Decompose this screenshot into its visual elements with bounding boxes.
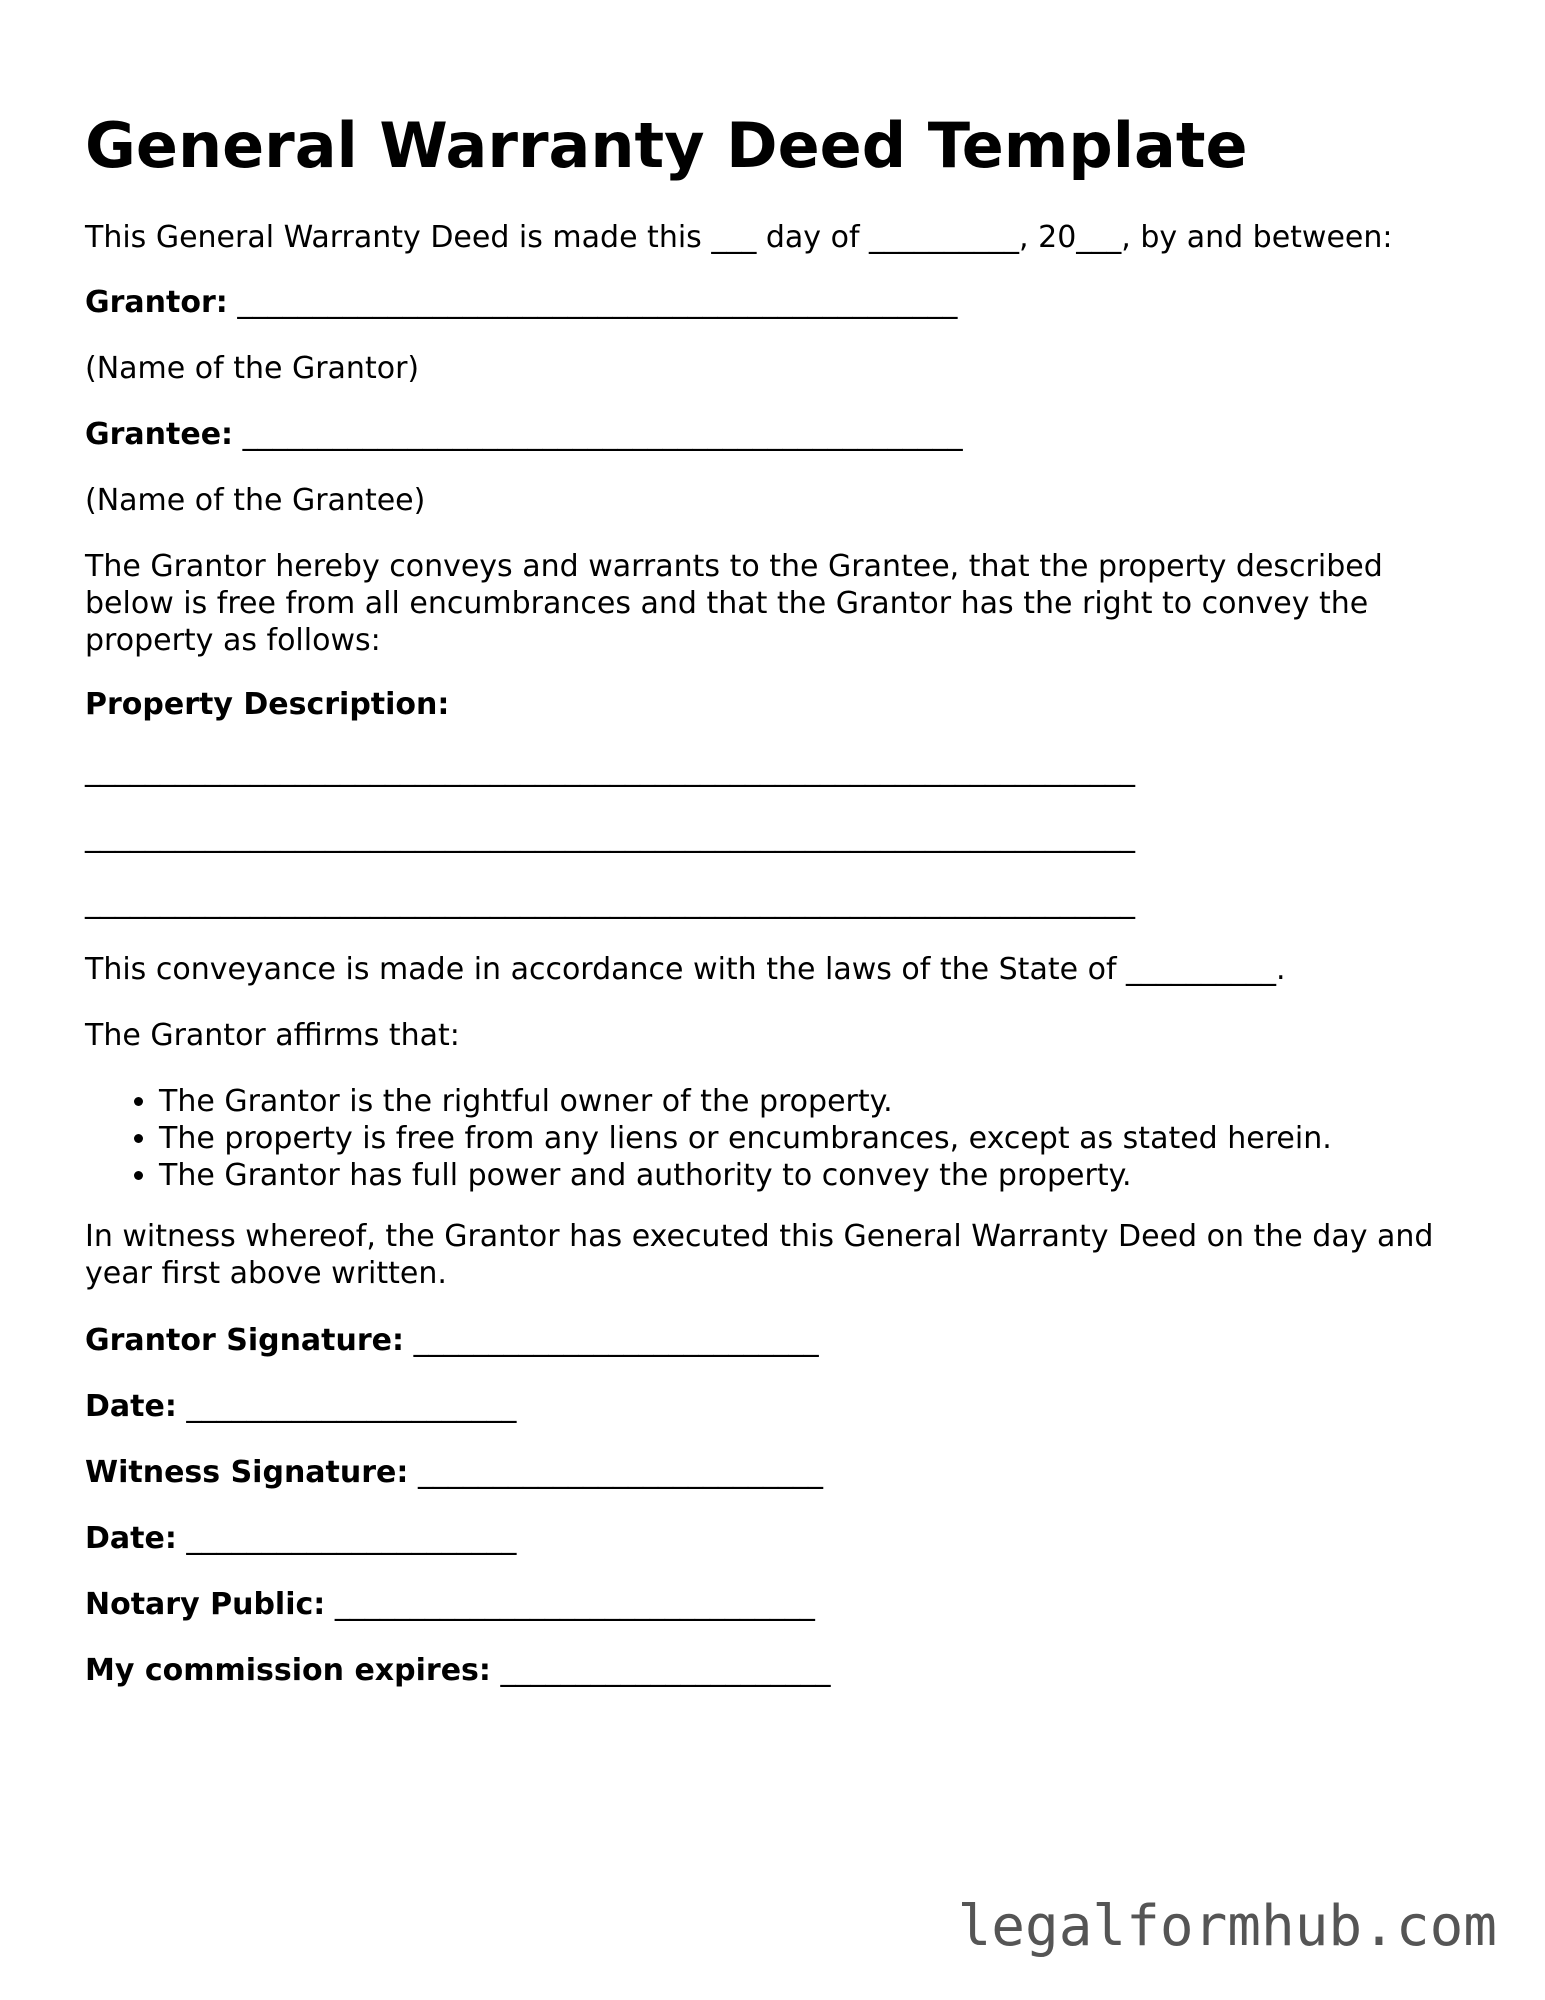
- site-watermark: legalformhub.com: [957, 1894, 1497, 1959]
- intro-line: This General Warranty Deed is made this ___ day of __________, 20___, by and between:: [85, 220, 1393, 255]
- date-blank: ______________________: [186, 1521, 517, 1556]
- notary-blank: ________________________________: [334, 1587, 815, 1622]
- affirmations-list: [85, 1083, 1332, 1194]
- list-item: • The property is free from any liens or encumbrances, except as stated herein.: [159, 1120, 1332, 1157]
- commission-label: My commission expires:: [85, 1653, 491, 1688]
- grantor-signature-field: [85, 1322, 819, 1359]
- signature-blank: ___________________________: [413, 1323, 819, 1358]
- date-label: Date:: [85, 1521, 177, 1556]
- property-description-label: Property Description:: [85, 687, 450, 722]
- grantee-note: (Name of the Grantee): [85, 483, 426, 518]
- list-item: • The Grantor has full power and authority to convey the property.: [159, 1157, 1332, 1194]
- page-title: General Warranty Deed Template: [85, 109, 1248, 182]
- signature-blank: ___________________________: [417, 1455, 823, 1490]
- witness-paragraph: In witness whereof, the Grantor has executed this General Warranty Deed on the day and year first above written.: [85, 1219, 1434, 1291]
- list-item: • The Grantor is the rightful owner of the property.: [159, 1083, 1332, 1120]
- witness-date-field: [85, 1520, 516, 1557]
- conveys-paragraph: The Grantor hereby conveys and warrants to the Grantee, that the property described below is free from all encumbrances and that the Grantor has the right to convey the property as follows:: [85, 549, 1383, 658]
- grantor-field: [85, 284, 957, 321]
- grantor-note: (Name of the Grantor): [85, 351, 420, 386]
- commission-blank: ______________________: [500, 1653, 831, 1688]
- notary-public-field: [85, 1586, 815, 1623]
- commission-expires-field: [85, 1652, 830, 1689]
- grantor-label: Grantor:: [85, 285, 228, 320]
- notary-label: Notary Public:: [85, 1587, 326, 1622]
- grantor-date-field: [85, 1388, 516, 1425]
- grantee-blank: ________________________________________________: [242, 417, 963, 452]
- property-description-line: ______________________________________________________________________: [85, 885, 1135, 920]
- date-blank: ______________________: [186, 1389, 517, 1424]
- affirms-intro: The Grantor affirms that:: [85, 1018, 460, 1053]
- grantee-field: [85, 416, 963, 453]
- grantee-label: Grantee:: [85, 417, 234, 452]
- grantor-blank: ________________________________________________: [237, 285, 958, 320]
- property-description-line: ______________________________________________________________________: [85, 819, 1135, 854]
- date-label: Date:: [85, 1389, 177, 1424]
- property-description-line: ______________________________________________________________________: [85, 753, 1135, 788]
- signature-label: Witness Signature:: [85, 1455, 409, 1490]
- signature-label: Grantor Signature:: [85, 1323, 405, 1358]
- witness-signature-field: [85, 1454, 823, 1491]
- state-clause: This conveyance is made in accordance with the laws of the State of __________.: [85, 952, 1286, 987]
